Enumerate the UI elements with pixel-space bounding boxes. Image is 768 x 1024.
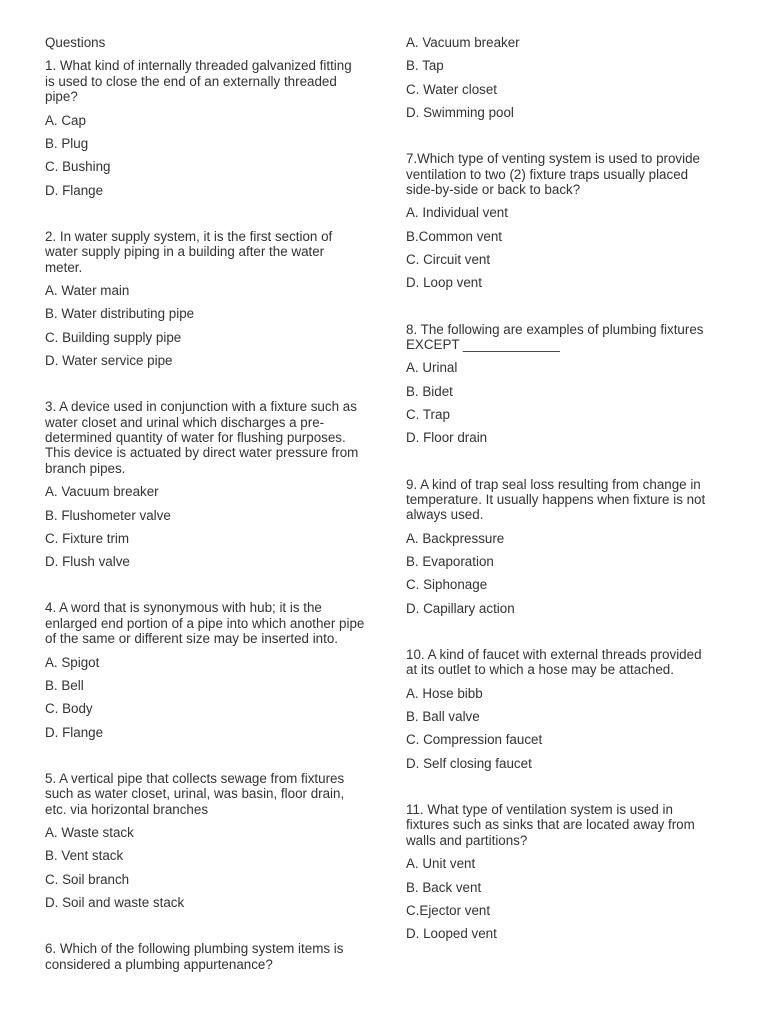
answer-option: B. Bell	[45, 677, 84, 693]
answer-option: D. Flange	[45, 724, 104, 740]
answer-option: C. Circuit vent	[406, 252, 491, 267]
question-9	[406, 477, 711, 624]
answer-option: A. Unit vent	[406, 856, 476, 872]
question-6-continued	[406, 35, 711, 128]
answer-option: B. Ball valve	[406, 709, 480, 725]
question-text: 7.Which type of venting system is used to provide ventilation to two (2) fixture traps usually placed side-by-side or back to back?	[406, 151, 700, 197]
answer-option: A. Urinal	[406, 360, 458, 376]
answer-option: B. Tap	[406, 58, 444, 74]
question-10	[406, 647, 711, 779]
question-text: 1. What kind of internally threaded galvanized fitting is used to close the end of an externally threaded pipe?	[45, 58, 352, 105]
answer-option: A. Vacuum breaker	[406, 35, 520, 50]
answer-option: C. Body	[45, 701, 93, 717]
answer-option: A. Water main	[45, 283, 130, 299]
question-text: 5. A vertical pipe that collects sewage from fixtures such as water closet, urinal, was basin, floor drain, etc. via horizontal branches	[45, 770, 345, 817]
answer-option: C. Bushing	[45, 159, 111, 175]
question-text: 10. A kind of faucet with external threads provided at its outlet to which a hose may be attached.	[406, 647, 702, 678]
answer-option: C. Water closet	[406, 81, 498, 97]
question-8	[406, 322, 711, 454]
left-column	[45, 35, 365, 995]
answer-option: A. Waste stack	[45, 825, 134, 841]
answer-option: D. Looped vent	[406, 926, 497, 942]
question-text: 11. What type of ventilation system is used in fixtures such as sinks that are located away from walls and partitions?	[406, 802, 695, 848]
answer-option: D. Swimming pool	[406, 104, 514, 120]
answer-option: B. Flushometer valve	[45, 507, 171, 523]
answer-option: A. Individual vent	[406, 205, 508, 221]
question-2	[45, 229, 365, 376]
answer-option: D. Capillary action	[406, 600, 515, 616]
question-11	[406, 802, 711, 949]
answer-option: B.Common vent	[406, 228, 503, 244]
question-text: 4. A word that is synonymous with hub; it is the enlarged end portion of a pipe into which another pipe of the same or different size may be inserted into.	[45, 600, 365, 647]
right-column	[406, 35, 711, 972]
answer-option: D. Flush valve	[45, 554, 130, 570]
answer-option: A. Spigot	[45, 654, 100, 670]
answer-option: A. Backpressure	[406, 530, 505, 546]
question-6	[45, 941, 365, 972]
answer-option: B. Plug	[45, 135, 89, 151]
question-text: 8. The following are examples of plumbing fixtures EXCEPT _____________	[406, 321, 704, 352]
question-text: 3. A device used in conjunction with a fixture such as water closet and urinal which discharges a pre-determined quantity of water for flushing purposes. This device is actuated by direct water pressure from branch pipes.	[45, 399, 359, 476]
answer-option: A. Vacuum breaker	[45, 484, 159, 500]
answer-option: C.Ejector vent	[406, 902, 491, 918]
question-text: 9. A kind of trap seal loss resulting from change in temperature. It usually happens when fixture is not always used.	[406, 476, 706, 523]
answer-option: D. Floor drain	[406, 430, 488, 446]
answer-option: C. Compression faucet	[406, 732, 543, 748]
answer-option: C. Soil branch	[45, 871, 130, 887]
answer-option: D. Soil and waste stack	[45, 894, 185, 910]
question-5	[45, 771, 365, 918]
answer-option: A. Cap	[45, 112, 86, 128]
answer-option: B. Evaporation	[406, 554, 494, 570]
question-text: 2. In water supply system, it is the first section of water supply piping in a building after the water meter.	[45, 228, 333, 275]
answer-option: C. Siphonage	[406, 577, 488, 593]
question-3	[45, 399, 365, 577]
answer-option: C. Fixture trim	[45, 530, 130, 546]
question-4	[45, 600, 365, 747]
question-7	[406, 151, 711, 298]
answer-option: C. Building supply pipe	[45, 329, 182, 345]
answer-option: D. Flange	[45, 182, 104, 198]
question-text: 6. Which of the following plumbing system items is considered a plumbing appurtenance?	[45, 941, 344, 972]
answer-option: B. Vent stack	[45, 848, 124, 864]
answer-option: C. Trap	[406, 407, 450, 422]
answer-option: D. Loop vent	[406, 275, 482, 291]
answer-option: D. Self closing faucet	[406, 755, 532, 771]
answer-option: D. Water service pipe	[45, 352, 173, 368]
page-heading: Questions	[45, 35, 106, 50]
answer-option: B. Water distributing pipe	[45, 306, 195, 322]
answer-option: B. Bidet	[406, 383, 453, 399]
answer-option: A. Hose bibb	[406, 685, 483, 701]
answer-option: B. Back vent	[406, 879, 482, 895]
question-1	[45, 58, 365, 205]
